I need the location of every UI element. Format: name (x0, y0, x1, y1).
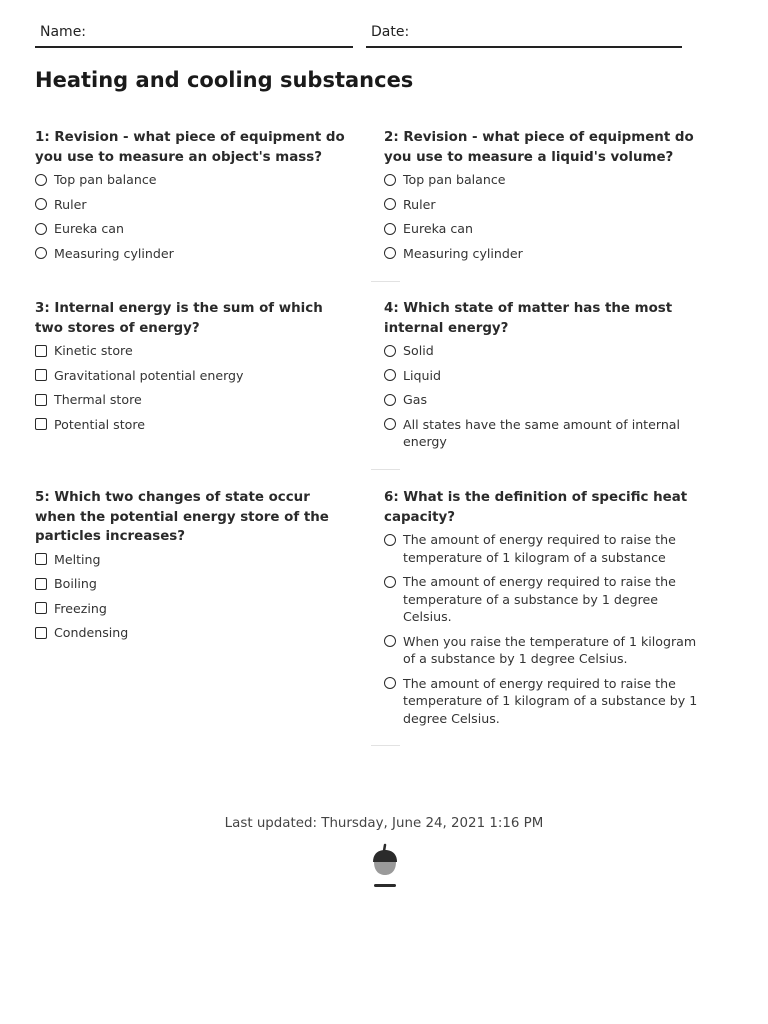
question-number: 4 (384, 301, 394, 316)
option-label: Ruler (403, 196, 436, 212)
checkbox[interactable] (35, 418, 47, 430)
answer-option[interactable] (384, 220, 699, 238)
question-3 (35, 299, 350, 440)
radio-button[interactable] (384, 534, 396, 546)
answer-option[interactable] (384, 245, 699, 263)
question-number: 5 (35, 490, 45, 505)
answer-option[interactable] (35, 551, 350, 569)
checkbox[interactable] (35, 578, 47, 590)
question-text: 6: What is the definition of specific heat capacity? (384, 490, 688, 525)
radio-button[interactable] (35, 174, 47, 186)
option-label: The amount of energy required to raise the temperature of 1 kilogram of a substance (403, 532, 676, 565)
answer-option[interactable] (384, 171, 699, 189)
radio-button[interactable] (384, 247, 396, 259)
divider (371, 469, 400, 470)
question-prompt: Which two changes of state occur when the potential energy store of the particles increases? (35, 490, 329, 544)
option-label: Eureka can (403, 221, 474, 236)
answer-option[interactable] (35, 220, 350, 238)
option-label: Condensing (54, 625, 129, 640)
checkbox[interactable] (35, 345, 47, 357)
option-label: Liquid (403, 367, 441, 383)
name-field[interactable] (35, 24, 353, 48)
question-prompt: Revision - what piece of equipment do you use to measure an object's mass? (35, 130, 345, 165)
answer-option[interactable] (384, 196, 699, 214)
option-label: Top pan balance (403, 172, 506, 187)
option-label: All states have the same amount of internal energy (403, 416, 681, 449)
checkbox[interactable] (35, 602, 47, 614)
option-label: Solid (403, 343, 434, 358)
last-updated-text: Last updated: Thursday, June 24, 2021 1:16 PM (224, 816, 544, 831)
question-number: 1 (35, 130, 45, 145)
option-label: When you raise the temperature of 1 kilogram of a substance by 1 degree Celsius. (403, 633, 697, 666)
name-label: Name: (40, 24, 87, 40)
option-label: Melting (54, 551, 101, 567)
option-label: The amount of energy required to raise the temperature of a substance by 1 degree Celsius. (403, 574, 676, 624)
date-field[interactable] (366, 24, 682, 48)
page-title: Heating and cooling substances (35, 68, 414, 92)
date-label: Date: (371, 24, 410, 40)
radio-button[interactable] (35, 247, 47, 259)
question-2 (384, 128, 699, 269)
answer-option[interactable] (35, 171, 350, 189)
answer-option[interactable] (35, 342, 350, 360)
question-text: 3: Internal energy is the sum of which two stores of energy? (35, 301, 323, 336)
answer-option[interactable] (384, 416, 699, 451)
answer-option[interactable] (35, 245, 350, 263)
radio-button[interactable] (384, 635, 396, 647)
answer-option[interactable] (35, 600, 350, 618)
option-label: Measuring cylinder (54, 245, 174, 261)
checkbox[interactable] (35, 627, 47, 639)
question-number: 3 (35, 301, 45, 316)
answer-option[interactable] (384, 367, 699, 385)
option-label: Measuring cylinder (403, 245, 523, 261)
option-label: Thermal store (54, 392, 142, 407)
option-label: Gravitational potential energy (54, 367, 244, 383)
question-1 (35, 128, 350, 269)
option-label: Gas (403, 392, 428, 407)
divider (371, 745, 400, 746)
answer-option[interactable] (35, 575, 350, 593)
answer-option[interactable] (384, 531, 699, 566)
checkbox[interactable] (35, 369, 47, 381)
question-number: 2 (384, 130, 394, 145)
answer-option[interactable] (384, 391, 699, 409)
checkbox[interactable] (35, 553, 47, 565)
question-text: 1: Revision - what piece of equipment do you use to measure an object's mass? (35, 130, 345, 165)
answer-option[interactable] (384, 633, 699, 668)
question-6 (384, 488, 699, 734)
answer-option[interactable] (35, 391, 350, 409)
acorn-icon (369, 843, 401, 891)
answer-option[interactable] (35, 624, 350, 642)
radio-button[interactable] (384, 198, 396, 210)
radio-button[interactable] (35, 223, 47, 235)
answer-option[interactable] (35, 416, 350, 434)
question-text: 4: Which state of matter has the most internal energy? (384, 301, 673, 336)
answer-option[interactable] (384, 342, 699, 360)
question-prompt: Internal energy is the sum of which two stores of energy? (35, 301, 323, 336)
answer-option[interactable] (35, 196, 350, 214)
question-4 (384, 299, 699, 458)
answer-option[interactable] (35, 367, 350, 385)
option-label: Boiling (54, 576, 97, 591)
question-text: 2: Revision - what piece of equipment do you use to measure a liquid's volume? (384, 130, 694, 165)
radio-button[interactable] (384, 345, 396, 357)
option-label: The amount of energy required to raise the temperature of 1 kilogram of a substance by 1 degree Celsius. (403, 675, 698, 726)
radio-button[interactable] (384, 174, 396, 186)
radio-button[interactable] (384, 394, 396, 406)
radio-button[interactable] (384, 418, 396, 430)
answer-option[interactable] (384, 675, 699, 728)
option-label: Kinetic store (54, 343, 133, 358)
option-label: Ruler (54, 196, 87, 212)
question-text: 5: Which two changes of state occur when the potential energy store of the particles increases? (35, 490, 329, 544)
radio-button[interactable] (384, 576, 396, 588)
question-prompt: Revision - what piece of equipment do you use to measure a liquid's volume? (384, 130, 694, 165)
checkbox[interactable] (35, 394, 47, 406)
question-prompt: Which state of matter has the most internal energy? (384, 301, 673, 336)
radio-button[interactable] (384, 369, 396, 381)
option-label: Top pan balance (54, 172, 157, 187)
option-label: Freezing (54, 600, 107, 616)
option-label: Potential store (54, 416, 146, 432)
option-label: Eureka can (54, 221, 125, 236)
divider (371, 281, 400, 282)
radio-button[interactable] (384, 223, 396, 235)
question-number: 6 (384, 490, 394, 505)
question-prompt: What is the definition of specific heat capacity? (384, 490, 688, 525)
answer-option[interactable] (384, 573, 699, 626)
radio-button[interactable] (384, 677, 396, 689)
radio-button[interactable] (35, 198, 47, 210)
question-5 (35, 488, 350, 649)
